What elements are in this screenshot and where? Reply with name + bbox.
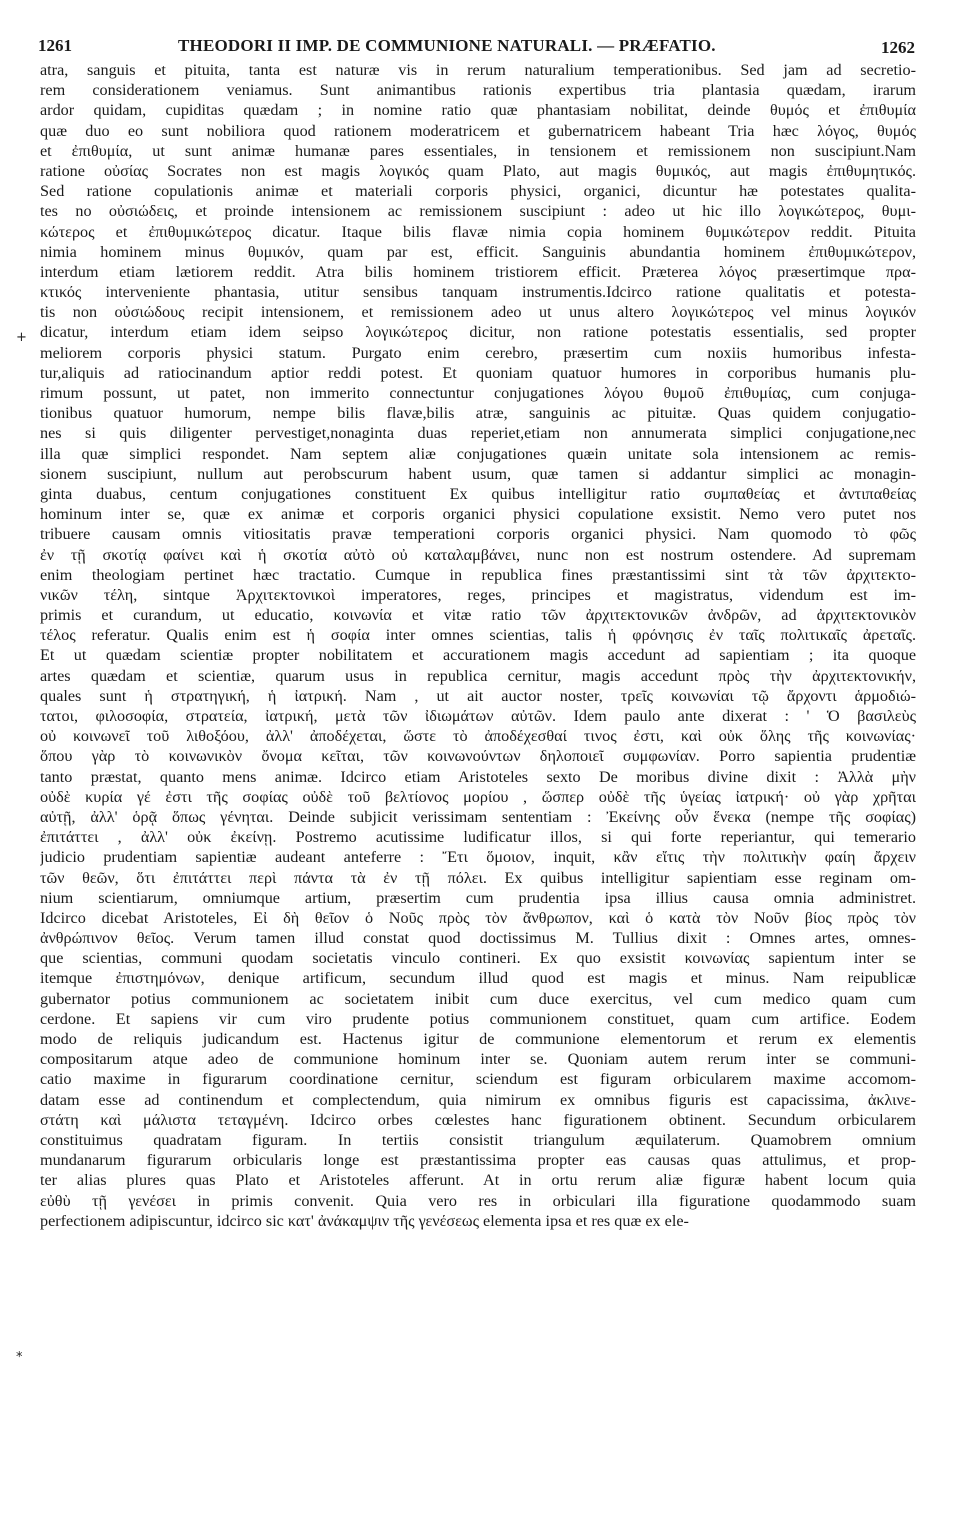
text-line: hominum inter se, quæ ex animæ et corporis organici physici copulatione exsistit. Nemo vero putet nos [40,505,916,524]
text-line: rem considerationem veniamus. Sunt animantibus rationis expertibus tria plantasia quædam, irarum [40,81,916,100]
text-line: ἐν τῇ σκοτίᾳ φαίνει καὶ ἡ σκοτία αὐτὸ οὐ καταλαμβάνει, nunc non est nostrum ostendere. Ad supremam [40,545,916,564]
text-line: νικῶν τέλη, sintque Ἀρχιτεκτονικοὶ imperatores, reges, principes et magistratus, videndum est im- [40,585,916,604]
text-line: nes si quis diligenter pervestiget,nonaginta duas reperiet,etiam non annumerata simplici conjugatione,nec [40,424,916,443]
text-line: ratione οὐσίας Socrates non est magis λογικός quam Plato, aut magis θυμικός, aut magis ἐπιθυμητικός. [40,161,916,180]
text-line: et ἐπιθυμία, ut sunt animæ humanæ pares essentiales, in tensionem et remissionem non suscipiunt.Nam [40,141,916,160]
text-line: mundanarum figurarum orbicularis longe est præstantissima propter eas causas quas attulimus, et prop- [40,1151,916,1170]
text-line: οὐ κοινωνεῖ τοῦ λιθοξόου, ἀλλ' ἀποδέχεται, ὥστε τὸ ἀποδέχεσθαί τινος ἐστι, καὶ οὐκ ὅλης τῆς κοινωνίας· [40,727,916,746]
text-line: primis et curandum, ut educatio, κοινωνία et vitæ ratio τῶν ἀρχιτεκτονικῶν ἀνδρῶν, ad ἀρχιτεκτονικὸν [40,606,916,625]
text-line: Sed ratione copulationis animæ et materiali corporis physici, organici, dicuntur hæ potestates qualita- [40,182,916,201]
text-line: interdum etiam lætiorem reddit. Atra bilis hominem tristiorem efficit. Præterea λόγος præsertimque πρα- [40,262,916,281]
page-number-right: 1262 [881,38,915,57]
text-line: tionibus quatuor humorum, nempe bilis flavæ,bilis atræ, sanguinis ac pituitæ. Quas quidem conjugatio- [40,404,916,423]
text-line: ginta duabus, centum conjugationes constituent Ex quibus intelligitur ratio συμπαθείας et ἀντιπαθείας [40,484,916,503]
text-line: κώτερος et ἐπιθυμικώτερος dicatur. Itaque bilis flavæ nimia copia hominem θυμικώτερον reddit. Pituita [40,222,916,241]
text-line: perfectionem adipiscuntur, idcirco sic κατ' ἀνάκαμψιν τῆς γενέσεως elementa ipsa et res quæ ex ele- [40,1211,689,1230]
text-line: rimum possunt, ut patet, non immerito connectuntur conjugationes λόγου θυμοῦ ἐπιθυμίας, cum conjuga- [40,384,916,402]
text-line: sionem suscipiunt, nullum aut perobscurum habent usum, quæ tamen si addantur simplici ac monagin- [40,464,916,483]
text-line: ardor quidam, cupiditas quædam ; in nomine ratio quæ phantasiam nobilitat, deinde θυμός et ἐπιθυμία [40,101,916,120]
text-line: οὐδὲ κυρία γέ ἐστι τῆς σοφίας οὐδὲ τοῦ βελτίονος μορίου , ὥσπερ οὐδὲ τῆς ὑγείας ἰατρική· οὐ γὰρ χρῆται [40,787,916,806]
text-line: compositarum atque adeo de communione hominum inter se. Quoniam autem rerum inter se communi- [40,1050,916,1069]
text-line: τέλος referatur. Qualis enim est ἡ σοφία inter omnes scientias, talis ἡ φρόνησις ἐν ταῖς πολιτικαῖς ἀρεταῖς. [40,626,916,645]
text-line: illa quæ simplici respondet. Nam septem aliæ conjugationes quæin unitate sola intensionem ac remis- [40,444,916,463]
text-line: εὐθὺ τῇ γενέσει in primis convenit. Quia vero res in orbiculari illa figuratione quodammodo suam [40,1191,916,1210]
text-line: τατοι, φιλοσοφία, στρατεία, ἰατρική, μετὰ τῶν ἰδιωμάτων αὐτῶν. Idem paulo ante dixerat : ' Ὁ βασιλεὺς [40,707,916,725]
text-line: αὐτῇ, ἀλλ' ὁρᾷ ὅπως γένηται. Deinde subjicit verissimam sententiam : Ἐκείνης οὖν ἕνεκα (nempe τῆς σοφίας) [40,807,916,826]
text-line: quales sunt ἡ στρατηγική, ἡ ἰατρική. Nam , ut ait auctor noster, τρεῖς κοινωνίαι τῷ ἄρχοντι ἁρμοδιώ- [40,686,916,705]
margin-mark: * [16,1350,23,1365]
text-line: tur,aliquis ad ratiocinandum aptior reddi potest. Et quoniam quatuor humores in corporibus humanis plu- [40,363,916,382]
page-number-left: 1261 [38,36,72,55]
margin-mark: + [16,330,27,345]
text-line: tanto præstat, quanto mens animæ. Idcirco etiam Aristoteles sexto De moribus divine dixit : Ἀλλὰ μὴν [40,767,916,786]
text-line: datam esse ad continendum et complectendum, quia nimirum ex omnibus figuris est capacissima, ἀκλινε- [40,1090,916,1109]
text-line: dicatur, interdum etiam idem seipso λογικώτερος dicitur, non ratione potestatis essentialis, sed propter [40,323,916,342]
text-line: ὅπου γὰρ τὸ κοινωνικὸν ὄνομα κεῖται, τῶν κοινωνούντων δηλοποιεῖ συμφωνίαν. Porro sapientia prudentiæ [40,747,916,766]
text-line: στάτη καὶ μάλιστα τεταγμένη. Idcirco orbes cœlestes hanc figurationem obtinent. Secundum orbicularem [40,1110,916,1129]
text-line: artes quædam et scientiæ, quarum usus in republica cernitur, magis accedunt πρὸς τὴν ἀρχιτεκτονικήν, [40,666,916,685]
text-line: modo de reliquis judicandum est. Hactenus igitur de communione elementorum et rerum ex elementis [40,1030,916,1048]
text-line: tribuere causam omnis vitiositatis pravæ temperationi corporis organici physici. Nam quomodo τὸ φῶς [40,525,916,544]
text-line: κτικός interveniente phantasia, utitur sensibus tanquam instrumentis.Idcirco ratione qualitatis et potesta- [40,283,916,302]
text-line: ter alias plures quas Plato et Aristoteles afferunt. At in ortu rerum aliæ figuræ habent locum quia [40,1171,916,1190]
text-line: cerdone. Et sapiens vir cum viro prudente potius communionem constituet, quam cum artifice. Eodem [40,1009,916,1028]
text-line: tes no οὐσιώδεις, et proinde intensionem ac remissionem suscipiunt : adeo ut hic illo λογικώτερος, θυμι- [40,202,916,221]
text-line: atra, sanguis et pituita, tanta est naturæ vis in rerum naturalium temperationibus. Sed jam ad secretio- [40,61,916,79]
text-line: Et ut quædam scientiæ propter nobilitatem et accurationem magis accedunt ad sapientiam ; ita quoque [40,646,916,665]
text-line: ἐπιτάττει , ἀλλ' οὐκ ἐκείνῃ. Postremo acutissime ludificatur illos, si qui forte reperiantur, qui temerario [40,828,916,847]
text-line: τῶν θεῶν, ὅτι ἐπιτάττει περὶ πάντα τὰ ἐν τῇ πόλει. Ex quibus intelligitur sapientiam esse reginam om- [40,868,916,887]
text-line: constituimus quadratam figuram. In tertiis consistit triangulum æquilaterum. Quamobrem omnium [40,1130,916,1149]
text-line: ἀνθρώπινον θεῖος. Verum tamen illud constat quod doctissimus M. Tullius dixit : Omnes artes, omnes- [40,929,916,948]
running-title: THEODORI II IMP. DE COMMUNIONE NATURALI. — PRÆFATIO. [178,36,716,55]
text-line: nimia hominem minus θυμικόν, quam par est, efficit. Sanguinis abundantia hominem ἐπιθυμικώτερον, [40,242,916,261]
text-line: quæ duo eo sunt nobiliora quod rationem moderatricem et gubernatricem habeant Tria hæc λόγος, θυμός [40,121,916,140]
text-line: enim theologiam pertinet hæc tractatio. Cumque in republica fines præstantissimi sint τὰ τῶν ἀρχιτεκτο- [40,565,916,584]
text-line: judicio prudentiam sapientiæ audeant anteferre : Ἔτι ὅμοιον, inquit, κἂν εἴτις τὴν πολιτικὴν φαίη ἄρχειν [40,848,916,867]
text-line: catio maxime in figurarum coordinatione cernitur, sciendum est figuram orbicularem maxime accomom- [40,1070,916,1089]
text-line: nium scientiarum, omniumque artium, præsertim cum prudentia ipsa illius causa omnia administret. [40,888,916,907]
text-line: meliorem corporis physici statum. Purgato enim cerebro, præsertim cum noxiis humoribus infesta- [40,343,916,362]
text-line: que scientias, communi quodam societatis vinculo contineri. Ex quo exsistit κοινωνίας sapientum inter se [40,949,916,968]
text-line: itemque ἐπιστημόνων, denique artificum, secundum illud quod est magis et minus. Nam reipublicæ [40,969,916,988]
text-line: gubernator potius communionem ac societatem inibit cum duce exercitus, vel cum medico quam cum [40,989,916,1008]
text-line: tis non οὐσιώδους recipit intensionem, et remissionem adeo ut unus altero λογικώτερος vel minus λογικόν [40,303,916,322]
text-line: Idcirco dicebat Aristoteles, Εἰ δὴ θεῖον ὁ Νοῦς πρὸς τὸν ἄνθρωπον, καὶ ὁ κατὰ τὸν Νοῦν βίος πρὸς τὸν [40,908,916,927]
body-text [40,60,916,1231]
